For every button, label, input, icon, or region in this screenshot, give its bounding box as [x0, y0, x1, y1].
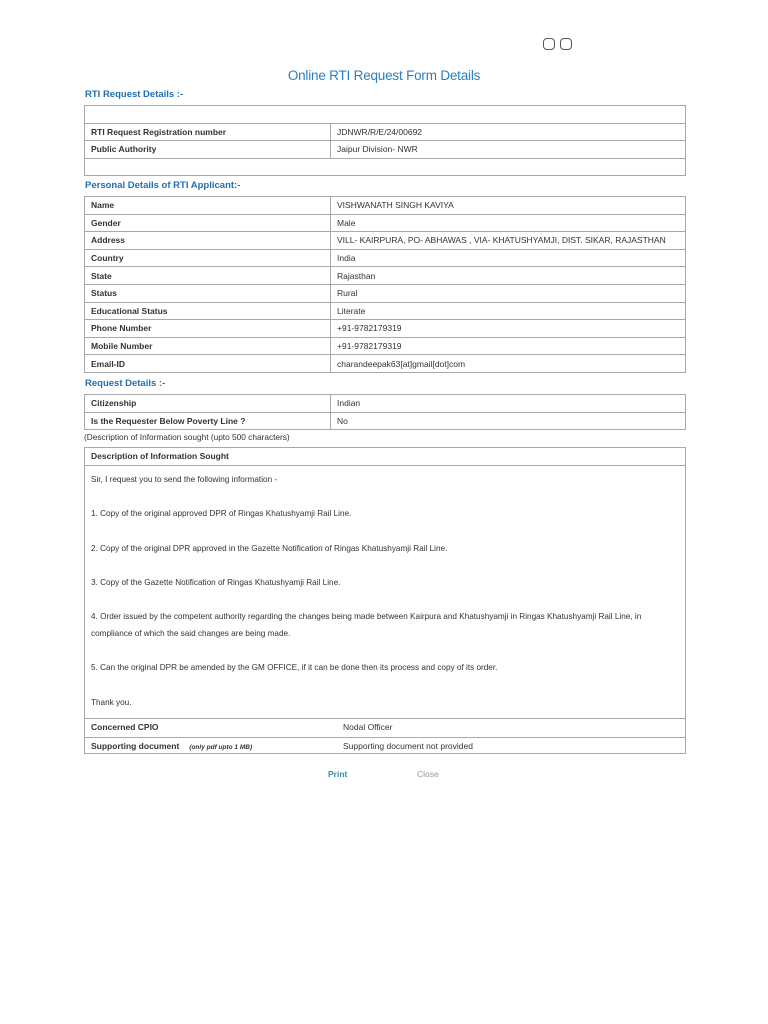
field-value: Male	[331, 214, 686, 232]
field-label: Educational Status	[85, 302, 331, 320]
supporting-document-row	[85, 737, 685, 755]
table-row	[85, 284, 686, 302]
field-value: Supporting document not provided	[343, 740, 473, 751]
description-line: compliance of which the said changes are being made.	[91, 629, 291, 638]
rounded-box-icon	[560, 38, 572, 50]
description-line: 2. Copy of the original DPR approved in the Gazette Notification of Ringas Khatushyamji Rail Line.	[91, 544, 448, 553]
description-note: (Description of Information sought (upto 500 characters)	[84, 432, 290, 442]
window-controls	[543, 38, 572, 50]
description-line: Thank you.	[91, 698, 132, 707]
page-title: Online RTI Request Form Details	[287, 68, 481, 83]
field-value: Literate	[331, 302, 686, 320]
table-row	[85, 320, 686, 338]
supporting-note: (only pdf upto 1 MB)	[189, 743, 253, 751]
field-value: Rural	[331, 284, 686, 302]
description-line: 4. Order issued by the competent authority regarding the changes being made between Kairpura and Khatushyamji in Ringas Khatushyamji Rail Line, in	[91, 612, 642, 621]
section-title-request: Request Details :-	[85, 378, 166, 389]
field-label: Country	[85, 249, 331, 267]
description-box	[84, 447, 686, 754]
table-row	[85, 106, 686, 124]
field-value: No	[331, 412, 686, 430]
field-value: Rajasthan	[331, 267, 686, 285]
field-label: Email-ID	[85, 355, 331, 373]
table-row	[85, 395, 686, 413]
table-row	[85, 337, 686, 355]
field-label: State	[85, 267, 331, 285]
field-label: Phone Number	[85, 320, 331, 338]
description-line: Sir, I request you to send the following information -	[91, 475, 278, 484]
rti-details-table	[84, 105, 686, 176]
table-row	[85, 249, 686, 267]
table-row	[85, 232, 686, 250]
description-heading: Description of Information Sought	[85, 448, 685, 466]
field-label: Status	[85, 284, 331, 302]
field-value: VILL- KAIRPURA, PO- ABHAWAS , VIA- KHATUSHYAMJI, DIST. SIKAR, RAJASTHAN	[331, 232, 686, 250]
personal-details-table	[84, 196, 686, 373]
close-button[interactable]: Close	[417, 769, 439, 779]
description-line: 1. Copy of the original approved DPR of Ringas Khatushyamji Rail Line.	[91, 509, 352, 518]
table-row	[85, 267, 686, 285]
field-value: +91-9782179319	[331, 320, 686, 338]
field-value: India	[331, 249, 686, 267]
field-value: +91-9782179319	[331, 337, 686, 355]
field-value: VISHWANATH SINGH KAVIYA	[331, 197, 686, 215]
field-label: Public Authority	[85, 141, 331, 159]
table-row	[85, 302, 686, 320]
field-label	[85, 738, 337, 755]
field-value: JDNWR/R/E/24/00692	[331, 123, 686, 141]
field-label: Mobile Number	[85, 337, 331, 355]
field-label: Address	[85, 232, 331, 250]
field-label: Citizenship	[85, 395, 331, 413]
field-label: Is the Requester Below Poverty Line ?	[85, 412, 331, 430]
field-label: Name	[85, 197, 331, 215]
section-title-personal: Personal Details of RTI Applicant:-	[85, 180, 241, 191]
table-row	[85, 158, 686, 176]
print-button[interactable]: Print	[328, 769, 348, 779]
field-label: Gender	[85, 214, 331, 232]
description-line: 3. Copy of the Gazette Notification of Ringas Khatushyamji Rail Line.	[91, 578, 341, 587]
field-value: charandeepak63[at]gmail[dot]com	[331, 355, 686, 373]
description-line: 5. Can the original DPR be amended by the GM OFFICE, if it can be done then its process and copy of its order.	[91, 663, 498, 672]
table-row	[85, 214, 686, 232]
field-label: Concerned CPIO	[91, 722, 159, 732]
request-details-table	[84, 394, 686, 430]
rounded-box-icon	[543, 38, 555, 50]
table-row	[85, 141, 686, 159]
field-value: Nodal Officer	[343, 722, 393, 732]
cpio-row	[85, 719, 685, 737]
supporting-label: Supporting document	[91, 740, 180, 751]
description-body	[85, 466, 685, 719]
table-row	[85, 412, 686, 430]
field-label: RTI Request Registration number	[85, 123, 331, 141]
table-row	[85, 123, 686, 141]
section-title-rti: RTI Request Details :-	[85, 89, 184, 100]
table-row	[85, 355, 686, 373]
field-value: Indian	[331, 395, 686, 413]
table-row	[85, 197, 686, 215]
field-value: Jaipur Division- NWR	[331, 141, 686, 159]
